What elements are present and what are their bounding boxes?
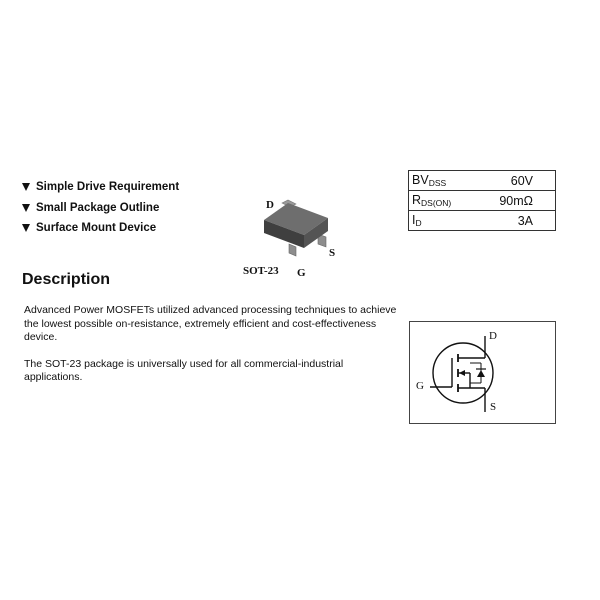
spec-row [409,171,555,191]
package-name-label: SOT-23 [243,265,279,277]
sot23-package-illustration [236,190,356,285]
spec-symbol: $BV_{DSS}$ [412,173,447,188]
source-label: S [490,401,497,413]
drain-label: D [489,330,497,342]
pin-g-label: G [297,267,306,279]
spec-row [409,191,555,211]
spec-symbol: $R_{DS(ON)}$ [412,193,452,208]
spec-value: 3A [517,213,533,228]
gate-label: G [416,380,424,392]
triangle-bullet-icon [22,224,30,232]
mosfet-symbol-box [409,321,556,424]
feature-item: Small Package Outline [22,198,179,219]
description-paragraph: The SOT-23 package is universally used for all commercial-industrial applications. [24,357,344,383]
description-paragraph: Advanced Power MOSFETs utilized advanced processing techniques to achieve the lowest possible on-resistance, extremely efficient and cost-effectiveness device. [24,304,397,343]
spec-value: 90mΩ [499,193,533,208]
pin-s-label: S [329,247,336,259]
spec-table [408,170,556,231]
feature-item: Simple Drive Requirement [22,177,179,198]
pin-d-label: D [266,199,274,211]
triangle-bullet-icon [22,183,30,191]
feature-list [22,177,179,239]
mosfet-schematic-icon [410,322,555,423]
spec-value: 60V [510,173,533,188]
description-heading: Description [22,271,111,288]
triangle-bullet-icon [22,204,30,212]
spec-symbol: $I_D$ [412,213,422,228]
description-body [24,304,404,398]
feature-item: Surface Mount Device [22,218,179,239]
spec-row [409,211,555,230]
